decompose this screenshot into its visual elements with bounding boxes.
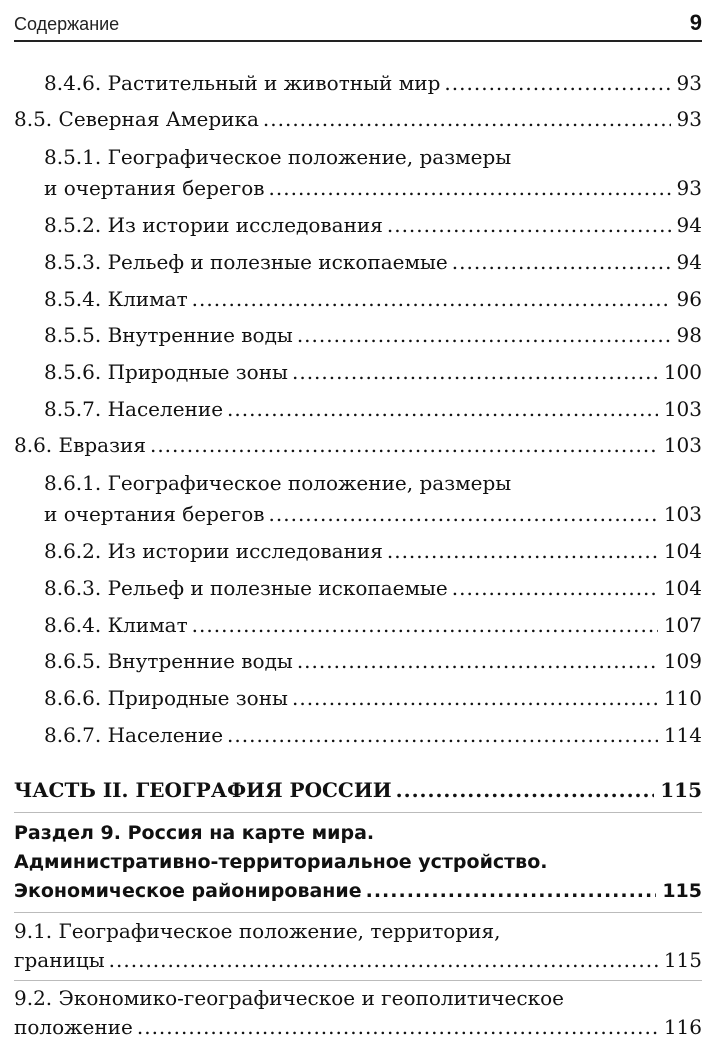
toc-entry-title: 8.5.6. Природные зоны <box>44 360 288 384</box>
divider <box>14 980 702 981</box>
toc-entry-page: 93 <box>676 71 702 95</box>
leader-dots <box>366 876 657 906</box>
toc-entry-title-line2: положение <box>14 1015 133 1039</box>
toc-entry <box>14 430 702 460</box>
toc-entry-page: 103 <box>663 502 702 526</box>
toc-entry-title: 8.5.2. Из истории исследования <box>44 213 383 237</box>
toc-entry-title-line1: 8.6.1. Географическое положение, размеры <box>44 471 512 495</box>
toc-entry-page: 104 <box>663 576 702 600</box>
toc-entry <box>44 394 702 424</box>
toc-entry <box>44 646 702 676</box>
toc-entry-page: 114 <box>663 723 702 747</box>
toc-entry-title: 8.5.3. Рельеф и полезные ископаемые <box>44 250 448 274</box>
toc-entry <box>44 499 702 529</box>
toc-part-entry <box>14 775 702 805</box>
toc-entry-page: 98 <box>676 323 702 347</box>
leader-dots <box>444 68 670 98</box>
toc-entry-title: 8.5. Северная Америка <box>14 107 259 131</box>
toc-entry-title: 8.6.3. Рельеф и полезные ископаемые <box>44 576 448 600</box>
toc-entry <box>44 720 702 750</box>
toc-entry-title: 8.4.6. Растительный и животный мир <box>44 71 441 95</box>
toc-entry-title: 8.5.4. Климат <box>44 287 188 311</box>
header-title: Содержание <box>14 14 120 34</box>
leader-dots <box>109 945 658 975</box>
toc-entry-page: 115 <box>660 778 702 802</box>
toc-entry-title: 8.5.5. Внутренние воды <box>44 323 293 347</box>
toc-entry-title: 8.6.5. Внутренние воды <box>44 649 293 673</box>
toc-entry <box>44 210 702 240</box>
toc-entry <box>14 945 702 975</box>
leader-dots <box>150 430 658 460</box>
toc-entry-page: 93 <box>676 176 702 200</box>
toc-section-entry <box>14 876 702 906</box>
toc-entry <box>44 536 702 566</box>
header-page-number: 9 <box>689 10 702 35</box>
toc-section-title-line2: Административно-территориальное устройство. <box>14 851 548 873</box>
toc-entry <box>44 284 702 314</box>
leader-dots <box>292 683 658 713</box>
leader-dots <box>227 394 658 424</box>
toc-entry <box>44 173 702 203</box>
toc-entry <box>14 104 702 134</box>
toc-entry-page: 115 <box>662 880 702 902</box>
toc-entry-page: 94 <box>676 250 702 274</box>
toc-entry-title: 8.6.4. Климат <box>44 613 188 637</box>
leader-dots <box>137 1012 658 1042</box>
toc-part-title: ЧАСТЬ II. ГЕОГРАФИЯ РОССИИ <box>14 778 392 802</box>
toc-section-title-line3: Экономическое районирование <box>14 880 362 902</box>
leader-dots <box>269 173 671 203</box>
toc-section-title-line1: Раздел 9. Россия на карте мира. <box>14 822 375 844</box>
leader-dots <box>263 104 671 134</box>
leader-dots <box>227 720 658 750</box>
leader-dots <box>387 536 658 566</box>
toc-entry-page: 107 <box>663 613 702 637</box>
toc-entry-title: 8.5.7. Население <box>44 397 224 421</box>
toc-entry <box>44 68 702 98</box>
toc-entry-page: 109 <box>663 649 702 673</box>
leader-dots <box>192 610 658 640</box>
page-header <box>14 8 702 42</box>
leader-dots <box>452 573 658 603</box>
leader-dots <box>297 320 671 350</box>
leader-dots <box>396 775 655 805</box>
toc-entry <box>44 573 702 603</box>
toc-entry-title-line2: границы <box>14 948 105 972</box>
toc-entry-title-line1: 9.2. Экономико-географическое и геополитическое <box>14 986 564 1010</box>
toc-entry <box>44 247 702 277</box>
leader-dots <box>269 499 658 529</box>
toc-entry-title: 8.6.2. Из истории исследования <box>44 539 383 563</box>
toc-entry-page: 116 <box>663 1015 702 1039</box>
toc-entry-title-line2: и очертания берегов <box>44 502 265 526</box>
leader-dots <box>452 247 671 277</box>
toc-entry <box>44 683 702 713</box>
toc-entry-page: 103 <box>663 433 702 457</box>
toc-entry <box>44 610 702 640</box>
toc-entry-page: 103 <box>663 397 702 421</box>
toc-entry <box>44 357 702 387</box>
toc-entry-title-line1: 9.1. Географическое положение, территория, <box>14 919 501 943</box>
leader-dots <box>292 357 658 387</box>
toc-entry-title: 8.6.7. Население <box>44 723 224 747</box>
divider <box>14 912 702 913</box>
leader-dots <box>192 284 671 314</box>
toc-entry-title-line2: и очертания берегов <box>44 176 265 200</box>
toc-entry <box>44 320 702 350</box>
divider <box>14 812 702 813</box>
toc-entry-page: 100 <box>663 360 702 384</box>
toc-entry <box>14 1012 702 1042</box>
leader-dots <box>297 646 658 676</box>
toc-entry-title-line1: 8.5.1. Географическое положение, размеры <box>44 145 512 169</box>
toc-entry-page: 94 <box>676 213 702 237</box>
toc-entry-page: 110 <box>663 686 702 710</box>
toc-entry-page: 104 <box>663 539 702 563</box>
leader-dots <box>387 210 671 240</box>
toc-entry-title: 8.6. Евразия <box>14 433 146 457</box>
toc-entry-page: 96 <box>676 287 702 311</box>
toc-entry-page: 115 <box>663 948 702 972</box>
toc-entry-title: 8.6.6. Природные зоны <box>44 686 288 710</box>
toc-entry-page: 93 <box>676 107 702 131</box>
